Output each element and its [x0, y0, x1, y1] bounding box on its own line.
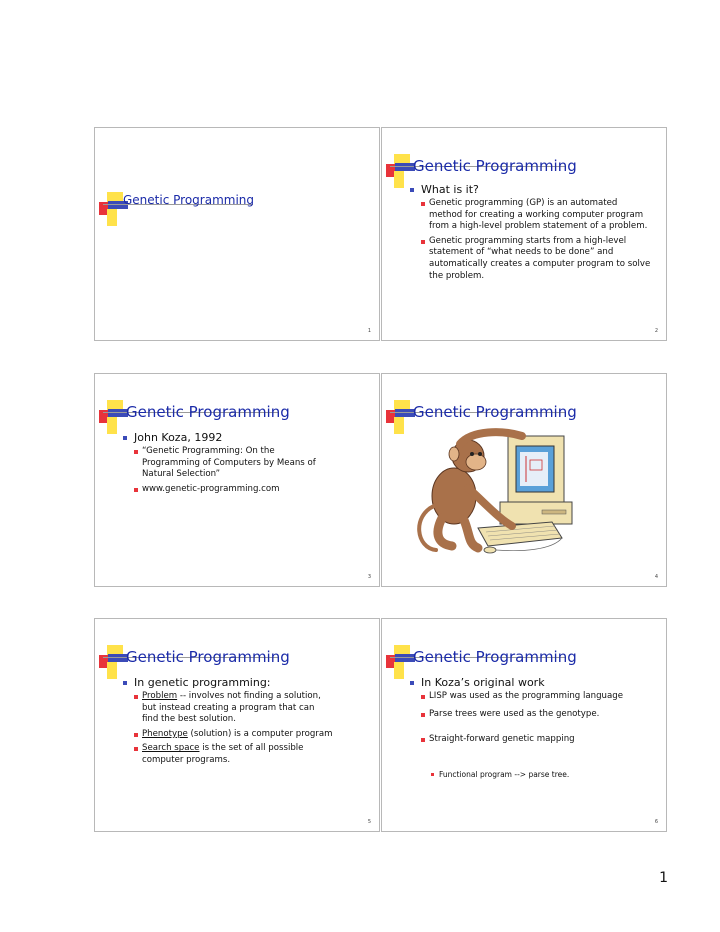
slide-title: Genetic Programming — [123, 193, 254, 207]
slide-6 — [381, 618, 667, 832]
sub-bullet: “Genetic Programming: On the Programming of Computers by Means of Natural Selection” — [133, 446, 333, 481]
slide-4 — [381, 373, 667, 587]
slide-number: 6 — [654, 819, 658, 825]
slide-5 — [94, 618, 380, 832]
sub-bullet: Straight-forward genetic mapping — [420, 734, 635, 746]
sub-bullet: Problem -- involves not finding a solution, but instead creating a program that can find the best solution. — [133, 691, 333, 726]
sub-bullet: Parse trees were used as the genotype. — [420, 709, 635, 721]
sub-bullet: Search space is the set of all possible computer programs. — [133, 743, 333, 766]
slide-title: Genetic Programming — [126, 648, 290, 666]
monkey-computer-illustration — [412, 426, 592, 556]
slide-number: 5 — [367, 819, 371, 825]
slide-title: Genetic Programming — [126, 403, 290, 421]
slide-logo-icon — [99, 400, 129, 434]
bullet: What is it? — [410, 183, 650, 196]
sub-bullet: Phenotype (solution) is a computer program — [133, 729, 333, 741]
slide-logo-icon — [386, 645, 416, 679]
slide-number: 1 — [367, 328, 371, 334]
slide-logo-icon — [99, 645, 129, 679]
bullet: In genetic programming: — [123, 676, 363, 689]
sub-bullet: LISP was used as the programming language — [420, 691, 635, 703]
sub-bullet: www.genetic-programming.com — [133, 484, 333, 496]
slide-number: 3 — [367, 574, 371, 580]
bullet: John Koza, 1992 — [123, 431, 363, 444]
sub-bullet: Genetic programming (GP) is an automated method for creating a working computer program from a high-level problem statement of a problem. — [420, 198, 652, 233]
bullet: In Koza’s original work — [410, 676, 650, 689]
slide-number: 2 — [654, 328, 658, 334]
sub-sub-bullet: Functional program --> parse tree. — [430, 770, 635, 780]
slide-number: 4 — [654, 574, 658, 580]
page-number: 1 — [659, 870, 668, 886]
slide-title: Genetic Programming — [413, 648, 577, 666]
sub-bullet: Genetic programming starts from a high-level statement of “what needs to be done” and automatically creates a computer program to solve the problem. — [420, 236, 652, 282]
slide-title: Genetic Programming — [413, 403, 577, 421]
slide-1 — [94, 127, 380, 341]
slide-2 — [381, 127, 667, 341]
slide-title: Genetic Programming — [413, 157, 577, 175]
slide-3 — [94, 373, 380, 587]
